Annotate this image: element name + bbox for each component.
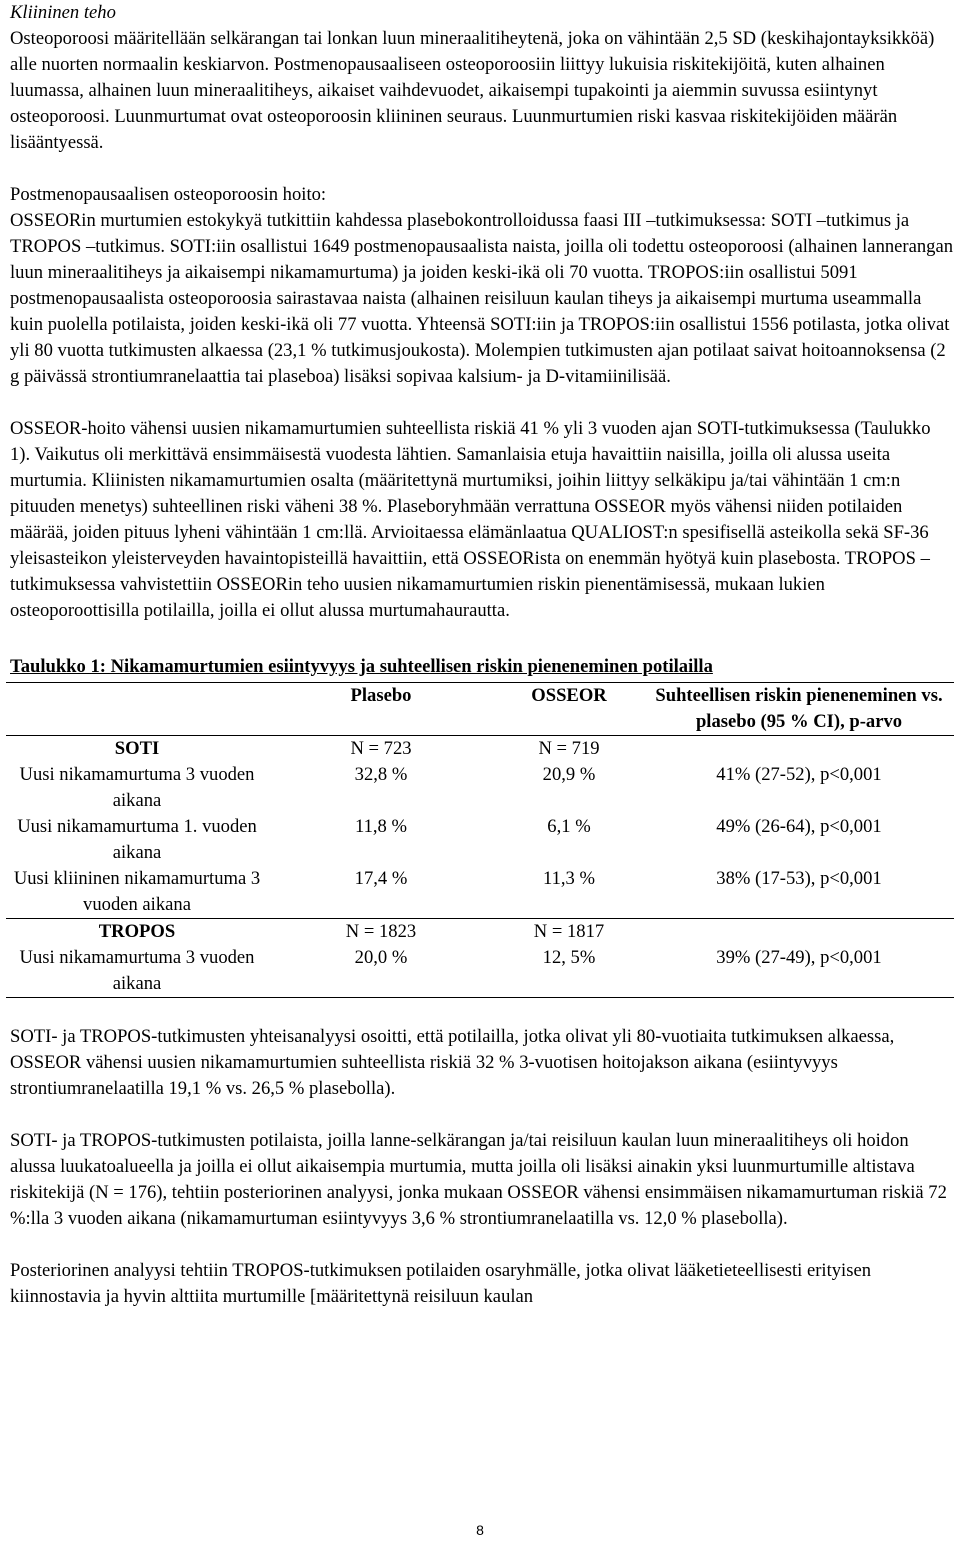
value-osseor: 11,3 % bbox=[543, 868, 595, 889]
header-empty bbox=[6, 683, 268, 736]
value-relative-risk: 41% (27-52), p<0,001 bbox=[716, 764, 882, 785]
header-relative-risk: Suhteellisen riskin pieneneminen vs. plasebo (95 % CI), p-arvo bbox=[655, 685, 943, 732]
table-header-row bbox=[6, 683, 954, 736]
page-number: 8 bbox=[476, 1522, 484, 1538]
header-osseor: OSSEOR bbox=[531, 685, 607, 706]
soti-n-osseor: N = 719 bbox=[538, 738, 600, 759]
study-label-tropos: TROPOS bbox=[98, 921, 176, 942]
paragraph-osteoporosis-definition: Osteoporoosi määritellään selkärangan tai lonkan luun mineraalitiheytenä, joka on vähintään 2,5 SD (keskihajontayksikköä) alle nuorten normaalin keskiarvon. Postmenopausaaliseen osteoporoosiin liittyy lukuisia riskitekijöitä, kuten alhainen luumassa, alhainen luun mineraalitiheys, aikaiset vaihdevuodet, aikaisempi tupakointi ja aiemmin suvussa esiintynyt osteoporoosi. Luunmurtumat ovat osteoporoosin kliininen seuraus. Luunmurtumien riski kasvaa riskitekijöiden määrän lisääntyessä. bbox=[10, 28, 935, 153]
paragraph-treatment-heading: Postmenopausaalisen osteoporoosin hoito: bbox=[10, 184, 327, 205]
paragraph-joint-analysis: SOTI- ja TROPOS-tutkimusten yhteisanalyysi osoitti, että potilailla, jotka olivat yli 80-vuotiaita tutkimuksen alkaessa, OSSEOR vähensi uusien nikamamurtumien suhteellista riskiä 32 % 3-vuotisen hoitojakson aikana (esiintyvyys strontiumranelaatilla 19,1 % vs. 26,5 % plasebolla). bbox=[10, 1026, 895, 1099]
value-osseor: 12, 5% bbox=[542, 947, 596, 968]
row-label: Uusi kliininen nikamamurtuma 3 vuoden aikana bbox=[13, 868, 261, 915]
value-osseor: 20,9 % bbox=[542, 764, 596, 785]
document-page bbox=[10, 0, 955, 1310]
value-relative-risk: 38% (17-53), p<0,001 bbox=[716, 868, 882, 889]
row-label: Uusi nikamamurtuma 3 vuoden aikana bbox=[19, 947, 255, 994]
row-label: Uusi nikamamurtuma 1. vuoden aikana bbox=[17, 816, 257, 863]
paragraph-posterior-analysis: SOTI- ja TROPOS-tutkimusten potilaista, joilla lanne-selkärangan ja/tai reisiluun kaulan luun mineraalitiheys oli hoidon alussa luukatoalueella ja joilla ei ollut aikaisempia murtumia, mutta joilla oli lisäksi ainakin yksi luunmurtumille altistava riskitekijä (N = 176), tehtiin posteriorinen analyysi, jonka mukaan OSSEOR vähensi ensimmäisen nikamamurtuman riskiä 72 %:lla 3 vuoden aikana (nikamamurtuman esiintyvyys 3,6 % strontiumranelaatilla vs. 12,0 % plasebolla). bbox=[10, 1130, 947, 1229]
table-caption-text: Nikamamurtumien esiintyvyys ja suhteellisen riskin pieneneminen potilailla bbox=[105, 656, 713, 677]
value-placebo: 11,8 % bbox=[355, 816, 407, 837]
section-heading: Kliininen teho bbox=[10, 2, 116, 23]
soti-n-placebo: N = 723 bbox=[350, 738, 412, 759]
paragraph-osseor-results: OSSEOR-hoito vähensi uusien nikamamurtumien suhteellista riskiä 41 % yli 3 vuoden ajan SOTI-tutkimuksessa (Taulukko 1). Vaikutus oli merkittävä ensimmäisestä vuodesta lähtien. Samanlaisia etuja havaittiin naisilla, joilla oli alussa useita murtumia. Kliinisten nikamamurtumien osalta (määritettynä murtumiksi, joihin liittyy selkäkipu ja/tai vähintään 1 cm:n pituuden menetys) suhteellinen riski väheni 38 %. Plaseboryhmään verrattuna OSSEOR myös vähensi niiden potilaiden määrää, joiden pituus lyheni vähintään 1 cm:llä. Arvioitaessa elämänlaatua QUALIOST:n spesifisellä asteikolla sekä SF-36 yleisasteikon yleisterveyden havaintopisteillä havaittiin, että OSSEORista on enemmän hyötyä kuin plasebosta. TROPOS –tutkimuksessa vahvistettiin OSSEORin teho uusien nikamamurtumien riskin pienentämisessä, mukaan lukien osteoporoottisilla potilailla, joilla ei ollut alussa murtumahaurautta. bbox=[10, 418, 931, 621]
table-row bbox=[6, 762, 954, 814]
value-placebo: 17,4 % bbox=[354, 868, 408, 889]
paragraph-studies-description: OSSEORin murtumien estokykyä tutkittiin kahdessa plasebokontrolloidussa faasi III –tutkimuksessa: SOTI –tutkimus ja TROPOS –tutkimus. SOTI:iin osallistui 1649 postmenopausaalista naista, joilla oli todettu osteoporoosi (alhainen lannerangan luun mineraalitiheys ja aikaisempi nikamamurtuma) ja joiden keski-ikä oli 70 vuotta. TROPOS:iin osallistui 5091 postmenopausaalista osteoporoosia sairastavaa naista (alhainen reisiluun kaulan tiheys ja aikaisempi murtuma useammalla kuin puolella potilaista, joiden keski-ikä oli 77 vuotta. Yhteensä SOTI:iin ja TROPOS:iin osallistui 1556 potilasta, jotka olivat yli 80 vuotta tutkimusten alkaessa (23,1 % tutkimusjoukosta). Molempien tutkimusten ajan potilaat saivat hoitoannoksensa (2 g päivässä strontiumranelaattia tai plaseboa) lisäksi sopivaa kalsium- ja D-vitamiinilisää. bbox=[10, 210, 953, 387]
table-row-tropos bbox=[6, 919, 954, 946]
value-relative-risk: 49% (26-64), p<0,001 bbox=[716, 816, 882, 837]
row-label: Uusi nikamamurtuma 3 vuoden aikana bbox=[19, 764, 255, 811]
paragraph-tropos-subgroup: Posteriorinen analyysi tehtiin TROPOS-tutkimuksen potilaiden osaryhmälle, jotka olivat lääketieteellisesti erityisen kiinnostavia ja hyvin alttiita murtumille [määritettynä reisiluun kaulan bbox=[10, 1260, 872, 1307]
value-placebo: 20,0 % bbox=[354, 947, 408, 968]
table-row-soti bbox=[6, 736, 954, 763]
table-row bbox=[6, 945, 954, 998]
table-caption bbox=[10, 654, 955, 680]
value-relative-risk: 39% (27-49), p<0,001 bbox=[716, 947, 882, 968]
tropos-n-placebo: N = 1823 bbox=[345, 921, 417, 942]
table-caption-prefix: Taulukko 1: bbox=[10, 656, 106, 677]
study-label-soti: SOTI bbox=[114, 738, 160, 759]
results-table bbox=[6, 682, 954, 998]
table-row bbox=[6, 866, 954, 919]
table-row bbox=[6, 814, 954, 866]
value-osseor: 6,1 % bbox=[547, 816, 591, 837]
header-placebo: Plasebo bbox=[350, 685, 412, 706]
tropos-n-osseor: N = 1817 bbox=[533, 921, 605, 942]
value-placebo: 32,8 % bbox=[354, 764, 408, 785]
